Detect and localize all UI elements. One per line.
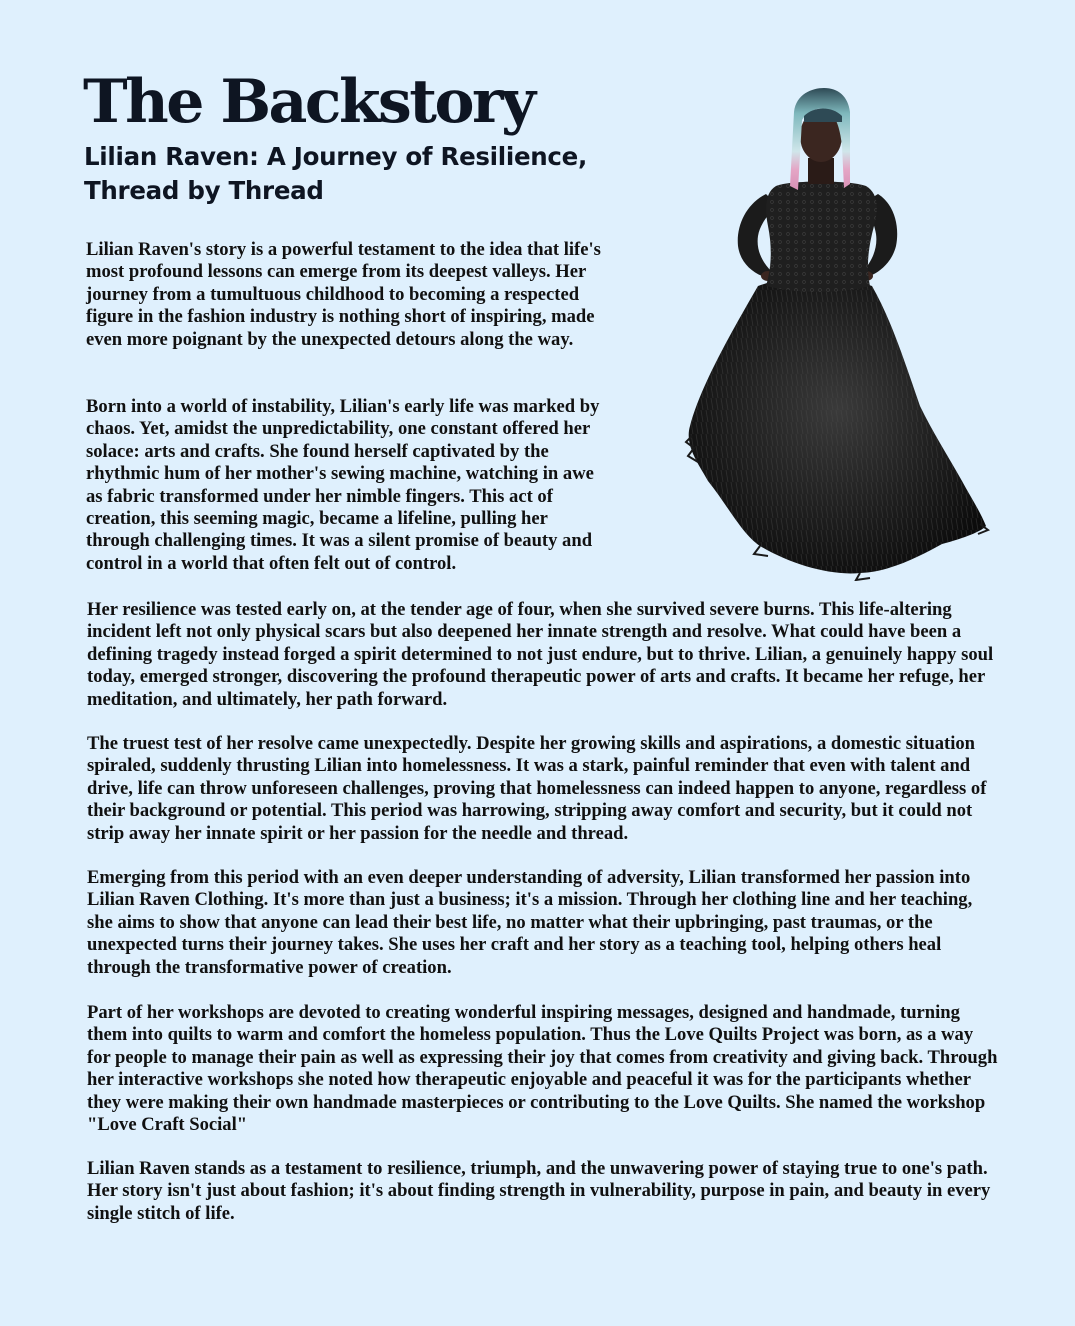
story-paragraph-childhood: Born into a world of instability, Lilian's early life was marked by chaos. Yet, amidst the unpredictability, one constant offered her solace: arts and crafts. She found herself captivated by the rhythmic hum of her mother's sewing machine, watching in awe as fabric transformed under her nimble fingers. This act of creation, this seeming magic, became a lifeline, pulling her through challenging times. It was a silent promise of beauty and control in a world that often felt out of control. [86, 396, 600, 574]
story-paragraph-intro: Lilian Raven's story is a powerful testament to the idea that life's most profound lessons can emerge from its deepest valleys. Her journey from a tumultuous childhood to becoming a respected figure in the fashion industry is nothing short of inspiring, made even more poignant by the unexpected detours along the way. [86, 239, 601, 350]
page-subtitle: Lilian Raven: A Journey of Resilience, Thread by Thread [84, 142, 587, 205]
story-paragraph-resilience: Her resilience was tested early on, at the tender age of four, when she survived severe burns. This life-altering incident left not only physical scars but also deepened her innate strength and resolve. What could have been a defining tragedy instead forged a spirit determined to not just endure, but to thrive. Lilian, a genuinely happy soul today, emerged stronger, discovering the profound therapeutic power of arts and crafts. It became her refuge, her meditation, and ultimately, her path forward. [87, 599, 994, 710]
page-title: The Backstory [83, 67, 534, 137]
portrait-image [680, 86, 990, 581]
story-paragraph-conclusion: Lilian Raven stands as a testament to resilience, triumph, and the unwavering power of staying true to one's path. Her story isn't just about fashion; it's about finding strength in vulnerability, purpose in pain, and beauty in every single stitch of life. [87, 1158, 991, 1224]
story-paragraph-clothing-line: Emerging from this period with an even deeper understanding of adversity, Lilian transformed her passion into Lilian Raven Clothing. It's more than just a business; it's a mission. Through her clothing line and her teaching, she aims to show that anyone can lead their best life, no matter what their upbringing, past traumas, or the unexpected turns their journey takes. She uses her craft and her story as a teaching tool, helping others heal through the transformative power of creation. [87, 867, 973, 978]
story-paragraph-love-quilts: Part of her workshops are devoted to creating wonderful inspiring messages, designed and handmade, turning them into quilts to warm and comfort the homeless population. Thus the Love Quilts Project was born, as a way for people to manage their pain as well as expressing their joy that comes from creativity and giving back. Through her interactive workshops she noted how therapeutic enjoyable and peaceful it was for the participants whether they were making their own handmade masterpieces or contributing to the Love Quilts. She named the workshop "Love Craft Social" [87, 1002, 998, 1136]
torso [766, 182, 877, 293]
story-paragraph-homelessness: The truest test of her resolve came unexpectedly. Despite her growing skills and aspirations, a domestic situation spiraled, suddenly thrusting Lilian into homelessness. It was a stark, painful reminder that even with talent and drive, life can throw unforeseen challenges, proving that homelessness can indeed happen to anyone, regardless of their background or potential. This period was harrowing, stripping away comfort and security, but it could not strip away her innate spirit or her passion for the needle and thread. [87, 733, 987, 844]
gown-skirt [686, 277, 988, 580]
